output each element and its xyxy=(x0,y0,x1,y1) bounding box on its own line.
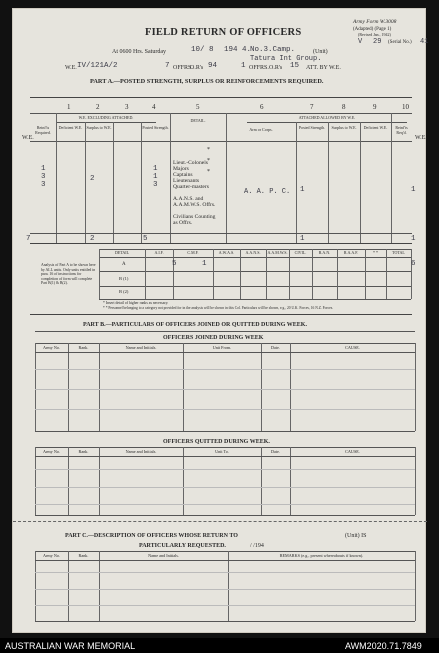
table-header: Date. xyxy=(271,449,280,454)
totals-rule xyxy=(30,233,412,234)
col-rule xyxy=(261,343,262,431)
column-header: Reinf'ts Required. xyxy=(35,125,51,135)
we-handwritten: IV/121A/2 xyxy=(77,62,118,70)
army-form-number: Army Form W.3008 xyxy=(353,19,397,25)
table-a-top-rule xyxy=(30,97,412,98)
column-header: DETAIL. xyxy=(190,118,206,123)
header-rule xyxy=(35,456,415,457)
row-rule xyxy=(35,369,415,370)
row-rule xyxy=(35,487,415,488)
analysis-col-rule xyxy=(145,249,146,299)
rank-detail: Quarter-masters xyxy=(173,184,209,190)
table-a-bottom-rule xyxy=(30,243,412,244)
rank-detail: Lieut.-Colonels xyxy=(173,160,208,166)
analysis-col-rule xyxy=(173,249,174,299)
analysis-header: R.A.A.F. xyxy=(343,250,359,255)
total-col2: 2 xyxy=(90,235,95,243)
form-adapted: (Adapted) (Page 1) xyxy=(353,27,392,32)
table-header: Name and Initials. xyxy=(125,449,157,454)
serial-label: (Serial No.) xyxy=(388,40,412,45)
part-c-unit-label: (Unit) IS xyxy=(345,533,367,539)
part-c-subtitle: PARTICULARLY REQUESTED. xyxy=(139,543,226,549)
table-header: Army No. xyxy=(43,449,60,454)
footer-accession: AWM2020.71.7849 xyxy=(345,641,422,651)
analysis-header: R.A.N. xyxy=(318,250,331,255)
form-revised: (Revised Jan., 1942) xyxy=(358,32,391,37)
col-rule xyxy=(226,113,227,243)
column-number: 10 xyxy=(402,103,409,111)
analysis-col-rule xyxy=(213,249,214,299)
at-hours-label: At 0600 Hrs. Saturday xyxy=(112,49,166,55)
col-rule xyxy=(228,551,229,621)
col-rule xyxy=(99,551,100,621)
col-rule xyxy=(415,447,416,515)
rank-detail: Captains xyxy=(173,172,193,178)
part-b-title: PART B.—PARTICULARS OF OFFICERS JOINED OR QUITTED DURING WEEK. xyxy=(83,322,307,328)
column-number: 7 xyxy=(310,103,314,111)
analysis-header: A.A.M.W.S. xyxy=(267,250,288,255)
column-number: 3 xyxy=(125,103,129,111)
col-rule xyxy=(68,343,69,431)
row-rule xyxy=(35,389,415,390)
joined-top-rule xyxy=(35,331,415,332)
analysis-cmf-value: 1 xyxy=(202,260,207,268)
column-header: Deficient W.E. xyxy=(58,125,83,130)
row-rule xyxy=(35,409,415,410)
part-c-title: PART C.—DESCRIPTION OF OFFICERS WHOSE RETURN TO xyxy=(65,533,238,539)
hand-col1-value: 3 xyxy=(41,173,46,181)
tear-line xyxy=(13,521,427,522)
table-header: Rank. xyxy=(78,553,89,558)
table-header: CAUSE. xyxy=(345,449,360,454)
table-header: Army No. xyxy=(43,553,60,558)
quitted-top-rule xyxy=(35,447,415,448)
ors-handwritten: 94 xyxy=(208,62,218,70)
hand-col1-value: 3 xyxy=(41,181,46,189)
col-rule xyxy=(415,343,416,431)
year-handwritten: 194 4. xyxy=(224,46,252,54)
offrs2-label: OFFRS. xyxy=(249,65,269,71)
rank-detail: A.A.M.W.S. Offrs. xyxy=(173,202,216,208)
offrs-handwritten: 7 xyxy=(165,62,170,70)
header-rule xyxy=(35,352,415,353)
analysis-header: DETAIL xyxy=(114,250,130,255)
analysis-header: A.I.F. xyxy=(154,250,164,255)
serial-mid: 29 xyxy=(373,38,382,46)
total-col10: 1 xyxy=(411,235,416,243)
column-number: 5 xyxy=(196,103,200,111)
analysis-col-rule xyxy=(266,249,267,299)
col-rule xyxy=(85,122,86,243)
total-left: 7 xyxy=(26,235,31,243)
ors-label: O.R's xyxy=(190,65,204,71)
col-rule xyxy=(141,122,142,243)
rank-detail: as Offrs. xyxy=(173,220,193,226)
analysis-bottom-rule xyxy=(99,299,411,300)
part-c-top-rule xyxy=(35,551,415,552)
analysis-col-rule xyxy=(411,249,412,299)
table-header: Army No. xyxy=(43,345,60,350)
column-header: Surplus to W.E. xyxy=(86,125,112,130)
analysis-row-b1: B (1) xyxy=(119,276,129,281)
col-rule xyxy=(391,113,392,243)
total-col7: 1 xyxy=(300,235,305,243)
offrs-label: OFFRS. xyxy=(173,65,193,71)
table-a-header-rule xyxy=(30,113,412,114)
asterisk-marks: * * * xyxy=(207,147,210,175)
analysis-header: CIVIL. xyxy=(294,250,307,255)
col-rule xyxy=(99,343,100,431)
att-label: ATT. BY W.E. xyxy=(306,65,341,71)
date-handwritten: 10/ 8 xyxy=(191,46,214,54)
serial-prefix: V xyxy=(358,38,363,46)
table-header: REMARKS (e.g., present whereabouts if known). xyxy=(279,553,364,558)
hand-col7-value: 1 xyxy=(300,186,305,194)
col-rule xyxy=(360,122,361,243)
form-page xyxy=(12,8,429,633)
analysis-header: A.W.A.S. xyxy=(218,250,235,255)
hand-col2-value: 2 xyxy=(90,175,95,183)
col-rule xyxy=(35,551,36,621)
col-rule xyxy=(290,343,291,431)
analysis-header: * * xyxy=(373,250,378,255)
ors2-handwritten: 15 xyxy=(290,62,300,70)
bottom-rule xyxy=(35,621,415,622)
column-number: 1 xyxy=(67,103,71,111)
column-header: Posted Strength. xyxy=(298,125,326,130)
col-rule xyxy=(56,113,57,243)
rank-detail: Lieutenants xyxy=(173,178,200,184)
joined-title-rule xyxy=(35,343,415,344)
column-header: Deficient W.E. xyxy=(363,125,388,130)
analysis-note: Analysis of Part A to be shown here by ALL units. Only units entitled in para. 16 of instructions for completion of form will complete Part B(1) & B(2). xyxy=(41,263,96,285)
unit-handwritten: No.3.Camp. xyxy=(250,46,296,54)
column-header: Arm or Corps. xyxy=(249,127,273,132)
column-number: 9 xyxy=(373,103,377,111)
group-right-header: ATTACHED ALLOWED BY W.E. xyxy=(298,115,356,120)
col-rule xyxy=(415,551,416,621)
serial-suffix: 41 xyxy=(420,38,429,46)
header-rule xyxy=(35,560,415,561)
hand-col4-value: 1 xyxy=(153,173,158,181)
hand-col4-value: 3 xyxy=(153,181,158,189)
col-rule xyxy=(113,122,114,243)
archive-footer xyxy=(0,638,439,653)
column-header: Surplus to W.E. xyxy=(331,125,357,130)
table-header: Rank. xyxy=(78,449,89,454)
analysis-col-rule xyxy=(365,249,366,299)
column-number: 2 xyxy=(96,103,100,111)
unit-group-handwritten: Tatura Int Group. xyxy=(250,55,322,63)
col-rule xyxy=(68,551,69,621)
table-header: Unit From. xyxy=(212,345,232,350)
col-rule xyxy=(35,343,36,431)
rank-detail: Civilians Counting xyxy=(173,214,216,220)
analysis-total-value: 6 xyxy=(411,260,416,268)
column-number: 6 xyxy=(260,103,264,111)
unit-label: (Unit) xyxy=(313,49,328,55)
table-header: Unit To. xyxy=(215,449,229,454)
table-header: CAUSE. xyxy=(345,345,360,350)
table-a-subheader-rule xyxy=(30,141,412,142)
margin-left-we: W.E. xyxy=(22,135,34,141)
col-rule xyxy=(296,122,297,243)
row-rule xyxy=(35,469,415,470)
footer-institution: AUSTRALIAN WAR MEMORIAL xyxy=(5,641,136,651)
col-rule xyxy=(170,113,171,243)
hand-col1-value: 1 xyxy=(41,165,46,173)
ors2-label: O.R's xyxy=(269,65,283,71)
column-header: Posted Strength. xyxy=(142,125,169,130)
analysis-col-rule xyxy=(289,249,290,299)
analysis-row-b2: B (2) xyxy=(119,289,129,294)
part-a-title: PART A.—POSTED STRENGTH, SURPLUS OR REINFORCEMENTS REQUIRED. xyxy=(90,78,324,85)
rank-detail: Majors xyxy=(173,166,189,172)
analysis-col-rule xyxy=(312,249,313,299)
column-number: 4 xyxy=(152,103,156,111)
total-col4: 5 xyxy=(143,235,148,243)
col-rule xyxy=(183,343,184,431)
hand-col10-value: 1 xyxy=(411,186,416,194)
analysis-aif-value: 5 xyxy=(172,260,177,268)
rank-detail: A.A.N.S. and xyxy=(173,196,204,202)
form-title: FIELD RETURN OF OFFICERS xyxy=(145,27,302,38)
analysis-header: A.A.N.S. xyxy=(245,250,261,255)
analysis-footnote-2: * * Personnel belonging to a category not provided for in the analysis will be shown in this Col. Particulars will be shown, e.g., 20 U.K. Forces, 16 N.Z. Forces. xyxy=(103,306,334,310)
part-c-date-blank: / /194 xyxy=(250,543,264,549)
analysis-col-rule xyxy=(99,249,100,299)
part-b-top-rule xyxy=(30,314,412,315)
analysis-footnote-1: * Insert detail of higher ranks as necessary. xyxy=(103,301,169,305)
hand-corps: A. A. P. C. xyxy=(244,188,291,196)
we-label: W.E. xyxy=(65,65,77,71)
bottom-rule xyxy=(35,431,415,432)
quitted-title: OFFICERS QUITTED DURING WEEK. xyxy=(163,439,270,445)
analysis-col-rule xyxy=(240,249,241,299)
bottom-rule xyxy=(35,515,415,516)
column-number: 8 xyxy=(342,103,346,111)
table-header: Name and Initials. xyxy=(148,553,179,558)
col-rule xyxy=(328,122,329,243)
table-header: Name and Initials. xyxy=(125,345,157,350)
analysis-header: TOTAL xyxy=(392,250,405,255)
table-header: Rank. xyxy=(78,345,89,350)
row-rule xyxy=(35,605,415,606)
analysis-header: C.M.F. xyxy=(187,250,199,255)
analysis-col-rule xyxy=(337,249,338,299)
joined-title: OFFICERS JOINED DURING WEEK xyxy=(163,335,264,341)
row-rule xyxy=(35,504,415,505)
group-left-header: W.E. EXCLUDING ATTACHED. xyxy=(78,115,134,120)
margin-right-we: W.E. xyxy=(415,135,427,141)
column-header: Reinf'ts Req'd. xyxy=(395,125,408,135)
group-right-underline xyxy=(247,122,407,123)
analysis-row-a: A xyxy=(122,262,126,267)
row-rule xyxy=(35,589,415,590)
offrs2-handwritten: 1 xyxy=(241,62,246,70)
hand-col4-value: 1 xyxy=(153,165,158,173)
table-header: Date. xyxy=(271,345,280,350)
analysis-col-rule xyxy=(386,249,387,299)
row-rule xyxy=(35,572,415,573)
